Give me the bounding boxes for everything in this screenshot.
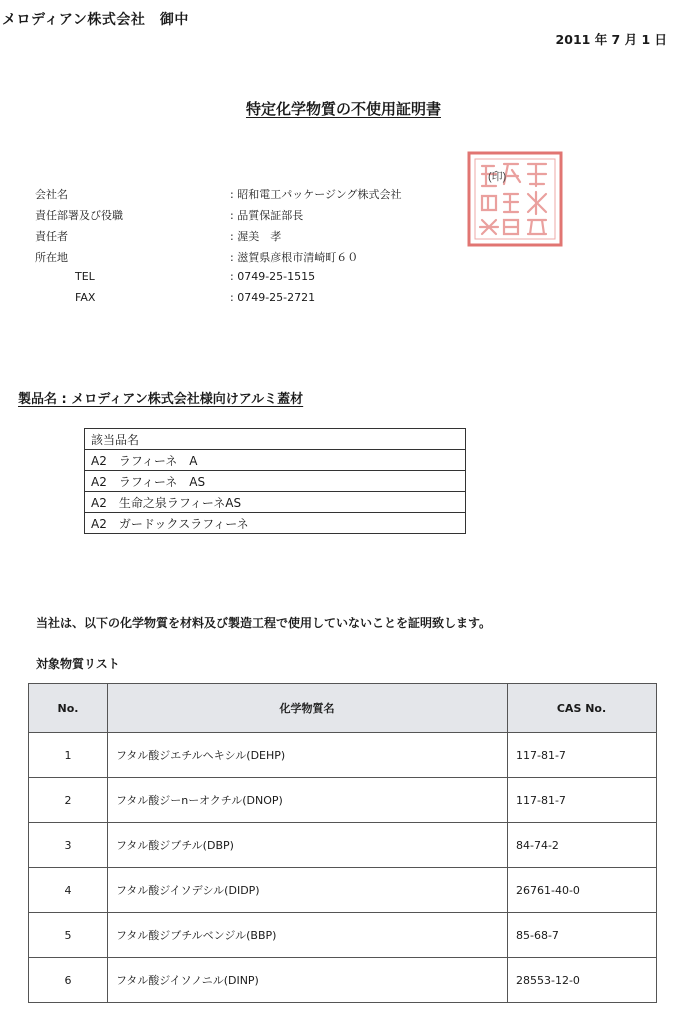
row-cas-no: 84-74-2 [508,823,657,868]
document-title-text: 特定化学物質の不使用証明書 [245,100,441,118]
info-value: : 0749-25-2721 [230,291,316,304]
product-cell: A2 ラフィーネ A [85,450,466,471]
row-no: 6 [29,958,108,1003]
table-header-row [29,684,657,733]
row-no: 3 [29,823,108,868]
product-cell: A2 ラフィーネ AS [85,471,466,492]
addressee: メロディアン株式会社 御中 [2,12,189,28]
table-row [85,492,466,513]
product-cell: A2 ガードックスラフィーネ [85,513,466,534]
row-cas-no: 117-81-7 [508,733,657,778]
table-row [29,958,657,1003]
table-row [29,733,657,778]
row-no: 2 [29,778,108,823]
info-label: 責任者 [35,230,68,243]
row-chemical-name: フタル酸ジーnーオクチル(DNOP) [108,778,508,823]
info-value: : 品質保証部長 [230,209,304,222]
document-title [0,98,687,119]
header-no: No. [29,684,108,733]
info-label: 所在地 [35,251,68,264]
row-cas-no: 117-81-7 [508,778,657,823]
info-value: : 滋賀県彦根市清崎町６０ [230,251,359,264]
product-table [84,428,466,534]
row-chemical-name: フタル酸ジブチル(DBP) [108,823,508,868]
seal-mark: (印) [488,171,507,183]
product-cell: A2 生命之泉ラフィーネAS [85,492,466,513]
row-cas-no: 28553-12-0 [508,958,657,1003]
row-cas-no: 26761-40-0 [508,868,657,913]
table-row [29,868,657,913]
issue-date: 2011 年 7 月 1 日 [555,32,667,47]
table-row [85,429,466,450]
row-no: 1 [29,733,108,778]
info-value: : 0749-25-1515 [230,270,316,283]
row-no: 4 [29,868,108,913]
table-row [85,450,466,471]
row-chemical-name: フタル酸ジブチルベンジル(BBP) [108,913,508,958]
row-chemical-name: フタル酸ジイソデシル(DIDP) [108,868,508,913]
table-row [29,823,657,868]
header-cas-no: CAS No. [508,684,657,733]
info-label: FAX [75,291,96,304]
product-title [18,388,303,407]
row-chemical-name: フタル酸ジエチルヘキシル(DEHP) [108,733,508,778]
info-label: 責任部署及び役職 [35,209,123,222]
certification-statement: 当社は、以下の化学物質を材料及び製造工程で使用していないことを証明致します。 [36,616,492,630]
info-label: 会社名 [35,188,68,201]
product-title-text: 製品名 : メロディアン株式会社様向けアルミ蓋材 [18,392,304,407]
row-no: 5 [29,913,108,958]
substance-list-title: 対象物質リスト [36,657,120,671]
table-row [29,778,657,823]
row-cas-no: 85-68-7 [508,913,657,958]
header-chemical-name: 化学物質名 [108,684,508,733]
chemical-table [28,683,657,1003]
table-row [29,913,657,958]
table-row [85,513,466,534]
info-label: TEL [75,270,95,283]
info-value: : 昭和電工パッケージング株式会社 [230,188,402,201]
company-seal [466,150,564,248]
product-header-cell: 該当品名 [85,429,466,450]
info-value: : 渥美 孝 [230,230,282,243]
row-chemical-name: フタル酸ジイソノニル(DINP) [108,958,508,1003]
table-row [85,471,466,492]
